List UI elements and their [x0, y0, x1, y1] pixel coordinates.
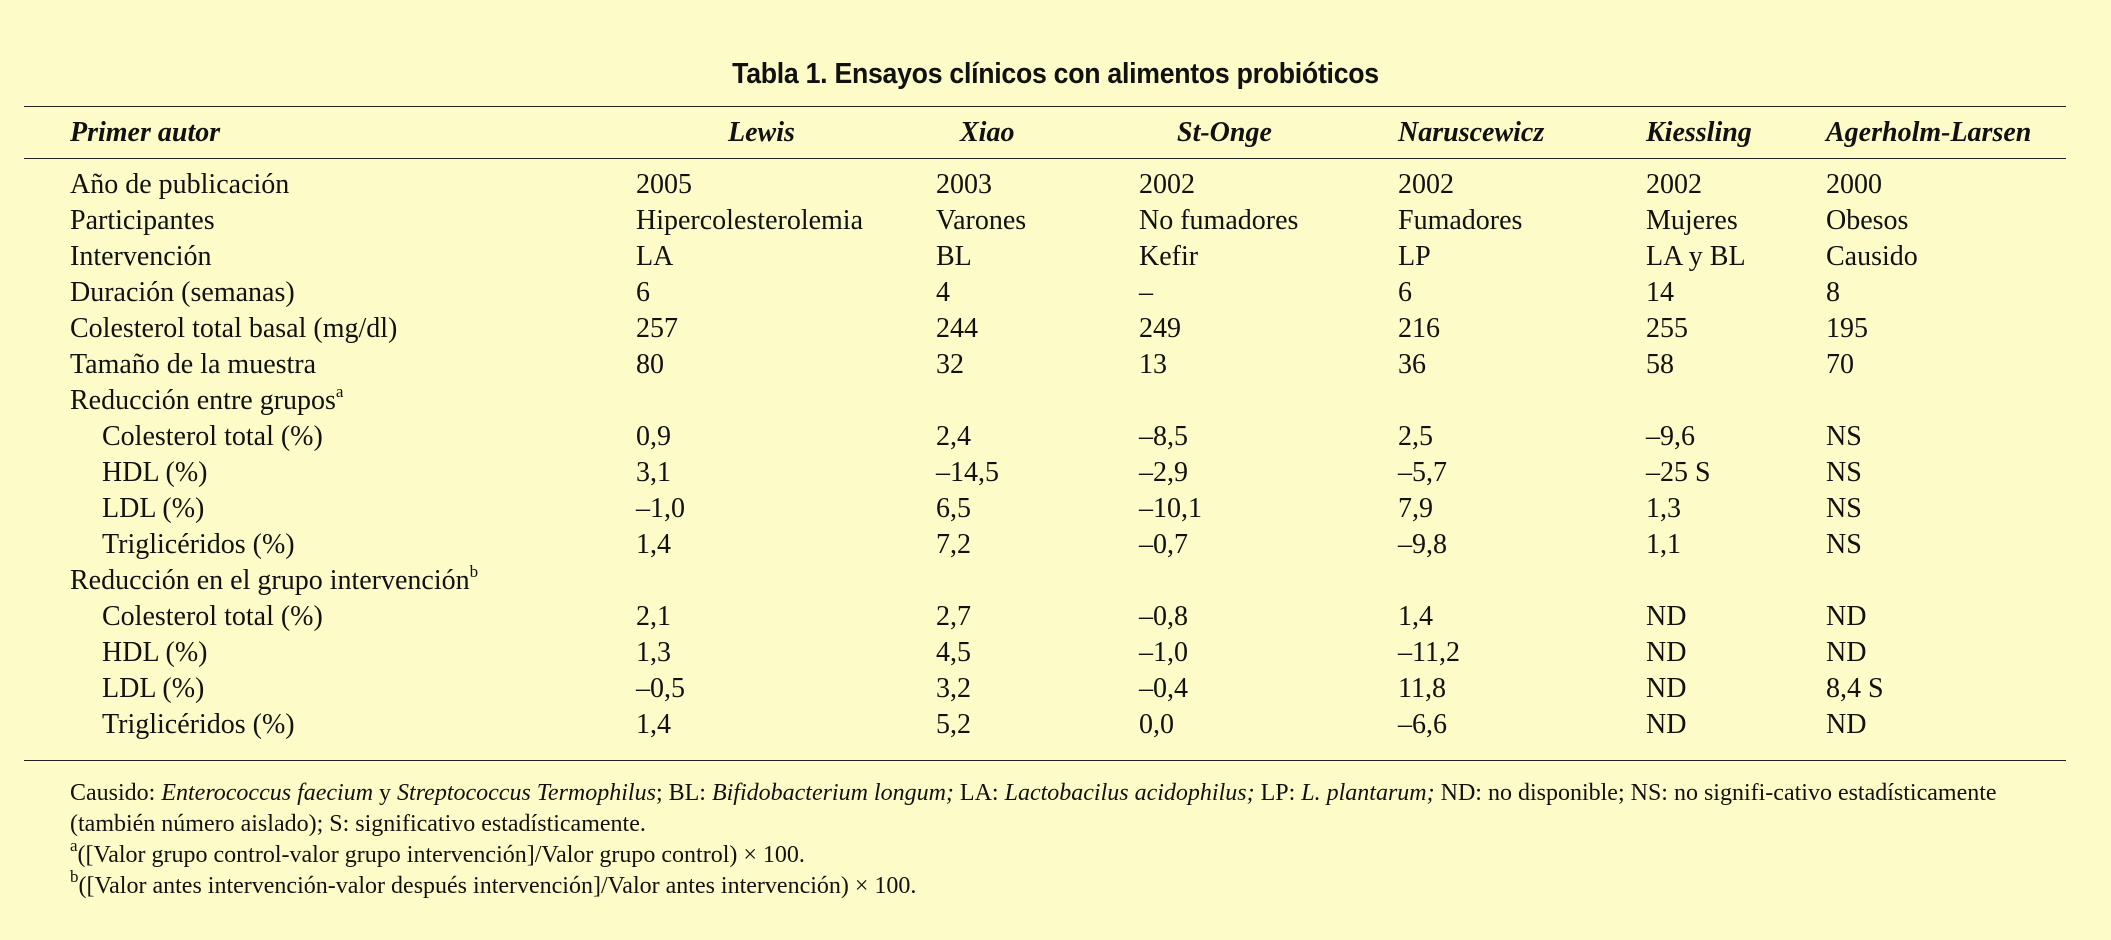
- table-cell: 2,1: [636, 601, 671, 632]
- table-cell: 3,1: [636, 457, 671, 488]
- table-row: [24, 239, 2066, 275]
- table-cell: Fumadores: [1398, 205, 1523, 236]
- table-row: [24, 563, 2066, 599]
- table-cell: –6,6: [1398, 709, 1447, 740]
- table-cell: 2002: [1139, 169, 1195, 200]
- header-agerholm-larsen: Agerholm-Larsen: [1826, 117, 2032, 148]
- table-cell: NS: [1826, 421, 1862, 452]
- table-row: [24, 671, 2066, 707]
- row-label-text: Triglicéridos (%): [102, 709, 295, 740]
- note-text: LA:: [953, 780, 1005, 806]
- row-label: [24, 707, 636, 743]
- note-text: y: [373, 780, 398, 806]
- row-label: [24, 383, 636, 419]
- table-row: [24, 599, 2066, 635]
- table-cell: BL: [936, 241, 972, 272]
- table-cell: –11,2: [1398, 637, 1460, 668]
- table-cell: [1826, 563, 2066, 599]
- row-label-text: HDL (%): [102, 637, 208, 668]
- table-row: [24, 527, 2066, 563]
- table-cell: ND: [1826, 601, 1867, 632]
- row-label: [24, 203, 636, 239]
- table-footnotes: [70, 778, 2066, 902]
- table-row: [24, 383, 2066, 419]
- row-label-text: Participantes: [70, 205, 215, 236]
- table-cell: 11,8: [1398, 673, 1446, 704]
- table-cell: –8,5: [1139, 421, 1188, 452]
- note-text: ND: no disponible; NS: no signifi-cativo estadísticamente (también número aislado); S: significativo estadísticamente.: [70, 780, 1997, 837]
- table-cell: 2,5: [1398, 421, 1433, 452]
- row-label-text: Tamaño de la muestra: [70, 349, 317, 380]
- table-cell: 70: [1826, 349, 1854, 380]
- table-cell: 58: [1646, 349, 1674, 380]
- species-name: Streptococcus Termophilus: [397, 780, 656, 806]
- table-cell: –25 S: [1646, 457, 1711, 488]
- table-cell: [1826, 383, 2066, 419]
- row-label-text: Colesterol total (%): [102, 601, 323, 632]
- row-label-text: Triglicéridos (%): [102, 529, 295, 560]
- table-cell: 0,0: [1139, 709, 1174, 740]
- table-cell: LP: [1398, 241, 1431, 272]
- abbreviations-note: [70, 778, 2066, 840]
- table-cell: NS: [1826, 529, 1862, 560]
- table-body: [24, 159, 2066, 743]
- table-cell: Hipercolesterolemia: [636, 205, 864, 236]
- table-cell: ND: [1826, 637, 1867, 668]
- table-cell: [1398, 563, 1646, 599]
- row-label-text: Duración (semanas): [70, 277, 295, 308]
- table-cell: 13: [1139, 349, 1167, 380]
- table-cell: –1,0: [636, 493, 685, 524]
- table-cell: ND: [1826, 709, 1867, 740]
- table-cell: [1646, 563, 1826, 599]
- species-name: Enterococcus faecium: [161, 780, 374, 806]
- table-cell: 8,4 S: [1826, 673, 1884, 704]
- header-naruscewicz: Naruscewicz: [1398, 117, 1545, 148]
- table-cell: [636, 563, 936, 599]
- row-label: [24, 275, 636, 311]
- bottom-rule: [24, 760, 2066, 761]
- row-label: [24, 239, 636, 275]
- row-label: [24, 491, 636, 527]
- table-cell: 1,1: [1646, 529, 1681, 560]
- table-cell: 2,7: [936, 601, 971, 632]
- header-st-onge: St-Onge: [1177, 117, 1272, 148]
- table-cell: –5,7: [1398, 457, 1447, 488]
- table-cell: Causido: [1826, 241, 1918, 272]
- table-cell: 1,4: [636, 709, 671, 740]
- row-label: [24, 311, 636, 347]
- table-cell: 2002: [1646, 169, 1702, 200]
- table-title: Tabla 1. Ensayos clínicos con alimentos probióticos: [732, 58, 1379, 90]
- table-cell: 8: [1826, 277, 1840, 308]
- table-cell: 244: [936, 313, 978, 344]
- table-cell: 14: [1646, 277, 1674, 308]
- row-label-text: LDL (%): [102, 673, 205, 704]
- table-cell: 36: [1398, 349, 1426, 380]
- table-cell: 216: [1398, 313, 1440, 344]
- footnote-a-mark: a: [70, 836, 78, 855]
- row-label-text: Colesterol total basal (mg/dl): [70, 313, 398, 344]
- table-row: [24, 707, 2066, 743]
- table-cell: Obesos: [1826, 205, 1909, 236]
- table-cell: –9,8: [1398, 529, 1447, 560]
- row-label: [24, 527, 636, 563]
- footnote-b-mark: b: [70, 867, 79, 886]
- table-cell: –2,9: [1139, 457, 1188, 488]
- table-cell: –9,6: [1646, 421, 1695, 452]
- note-text: ; BL:: [655, 780, 712, 806]
- row-label-text: Reducción en el grupo intervención: [70, 565, 470, 596]
- row-label-text: Año de publicación: [70, 169, 290, 200]
- table-cell: 2002: [1398, 169, 1454, 200]
- footnote-a-text: ([Valor grupo control-valor grupo intervención]/Valor grupo control) × 100.: [77, 842, 805, 868]
- table-cell: –14,5: [936, 457, 999, 488]
- table-cell: 6: [636, 277, 650, 308]
- table-row: [24, 419, 2066, 455]
- table-cell: ND: [1646, 601, 1687, 632]
- table-cell: 1,3: [636, 637, 671, 668]
- clinical-trials-table: [24, 107, 2066, 743]
- table-cell: 6: [1398, 277, 1412, 308]
- footnote-mark: a: [335, 381, 344, 401]
- table-cell: [636, 383, 936, 419]
- note-text: LP:: [1254, 780, 1302, 806]
- footnote-a: [70, 836, 2066, 871]
- table-cell: 257: [636, 313, 678, 344]
- table-cell: Varones: [936, 205, 1027, 236]
- row-label-text: Intervención: [70, 241, 212, 272]
- table-cell: Mujeres: [1646, 205, 1738, 236]
- table-cell: NS: [1826, 457, 1862, 488]
- table-cell: –0,7: [1139, 529, 1188, 560]
- table-cell: 7,2: [936, 529, 971, 560]
- table-cell: 2003: [936, 169, 992, 200]
- table-cell: 32: [936, 349, 964, 380]
- species-name: Bifidobacterium longum;: [711, 780, 954, 806]
- row-label-text: Reducción entre grupos: [70, 385, 336, 416]
- table-cell: 255: [1646, 313, 1688, 344]
- table-cell: [1139, 563, 1398, 599]
- table-cell: ND: [1646, 673, 1687, 704]
- row-label: [24, 159, 636, 203]
- table-cell: [936, 563, 1139, 599]
- table-cell: 80: [636, 349, 664, 380]
- table-cell: [936, 383, 1139, 419]
- table-cell: [1139, 383, 1398, 419]
- table-row: [24, 455, 2066, 491]
- row-label: [24, 671, 636, 707]
- row-label: [24, 599, 636, 635]
- table-cell: –: [1139, 277, 1153, 308]
- table-cell: 4,5: [936, 637, 971, 668]
- row-label: [24, 455, 636, 491]
- table-cell: LA: [636, 241, 674, 272]
- table-cell: 1,4: [636, 529, 671, 560]
- table-cell: Kefir: [1139, 241, 1199, 272]
- header-xiao: Xiao: [960, 117, 1015, 148]
- row-label-text: LDL (%): [102, 493, 205, 524]
- header-row: [24, 107, 2066, 159]
- table-cell: NS: [1826, 493, 1862, 524]
- table-cell: 249: [1139, 313, 1181, 344]
- table-cell: 2,4: [936, 421, 971, 452]
- row-label-text: HDL (%): [102, 457, 208, 488]
- table-cell: –10,1: [1139, 493, 1202, 524]
- table-cell: –0,4: [1139, 673, 1188, 704]
- table-cell: 4: [936, 277, 950, 308]
- table-row: [24, 275, 2066, 311]
- row-label: [24, 563, 636, 599]
- table-row: [24, 203, 2066, 239]
- table-cell: ND: [1646, 709, 1687, 740]
- table-cell: LA y BL: [1646, 241, 1746, 272]
- header-primer-autor: Primer autor: [70, 117, 221, 148]
- table-cell: [1646, 383, 1826, 419]
- species-name: Lactobacilus acidophilus;: [1004, 780, 1255, 806]
- table-cell: 195: [1826, 313, 1868, 344]
- footnote-b-text: ([Valor antes intervención-valor después intervención]/Valor antes intervención) × 100.: [78, 873, 917, 899]
- note-text: Causido:: [70, 780, 162, 806]
- species-name: L. plantarum;: [1301, 780, 1435, 806]
- footnote-b: [70, 867, 2066, 902]
- table-cell: 2005: [636, 169, 692, 200]
- table-cell: 2000: [1826, 169, 1882, 200]
- table-row: [24, 347, 2066, 383]
- table-cell: 0,9: [636, 421, 671, 452]
- table-cell: 6,5: [936, 493, 971, 524]
- table-cell: –0,5: [636, 673, 685, 704]
- row-label: [24, 347, 636, 383]
- table-cell: –0,8: [1139, 601, 1188, 632]
- table-row: [24, 311, 2066, 347]
- table-cell: No fumadores: [1139, 205, 1299, 236]
- table-cell: 1,3: [1646, 493, 1681, 524]
- table-cell: 5,2: [936, 709, 971, 740]
- table-row: [24, 491, 2066, 527]
- row-label: [24, 635, 636, 671]
- table-cell: [1398, 383, 1646, 419]
- table-cell: 1,4: [1398, 601, 1433, 632]
- table-row: [24, 635, 2066, 671]
- table-cell: –1,0: [1139, 637, 1188, 668]
- header-kiessling: Kiessling: [1646, 117, 1752, 148]
- table-cell: ND: [1646, 637, 1687, 668]
- table-cell: 3,2: [936, 673, 971, 704]
- header-lewis: Lewis: [728, 117, 795, 148]
- row-label-text: Colesterol total (%): [102, 421, 323, 452]
- row-label: [24, 419, 636, 455]
- table-cell: 7,9: [1398, 493, 1433, 524]
- table-row: [24, 159, 2066, 203]
- footnote-mark: b: [469, 561, 479, 581]
